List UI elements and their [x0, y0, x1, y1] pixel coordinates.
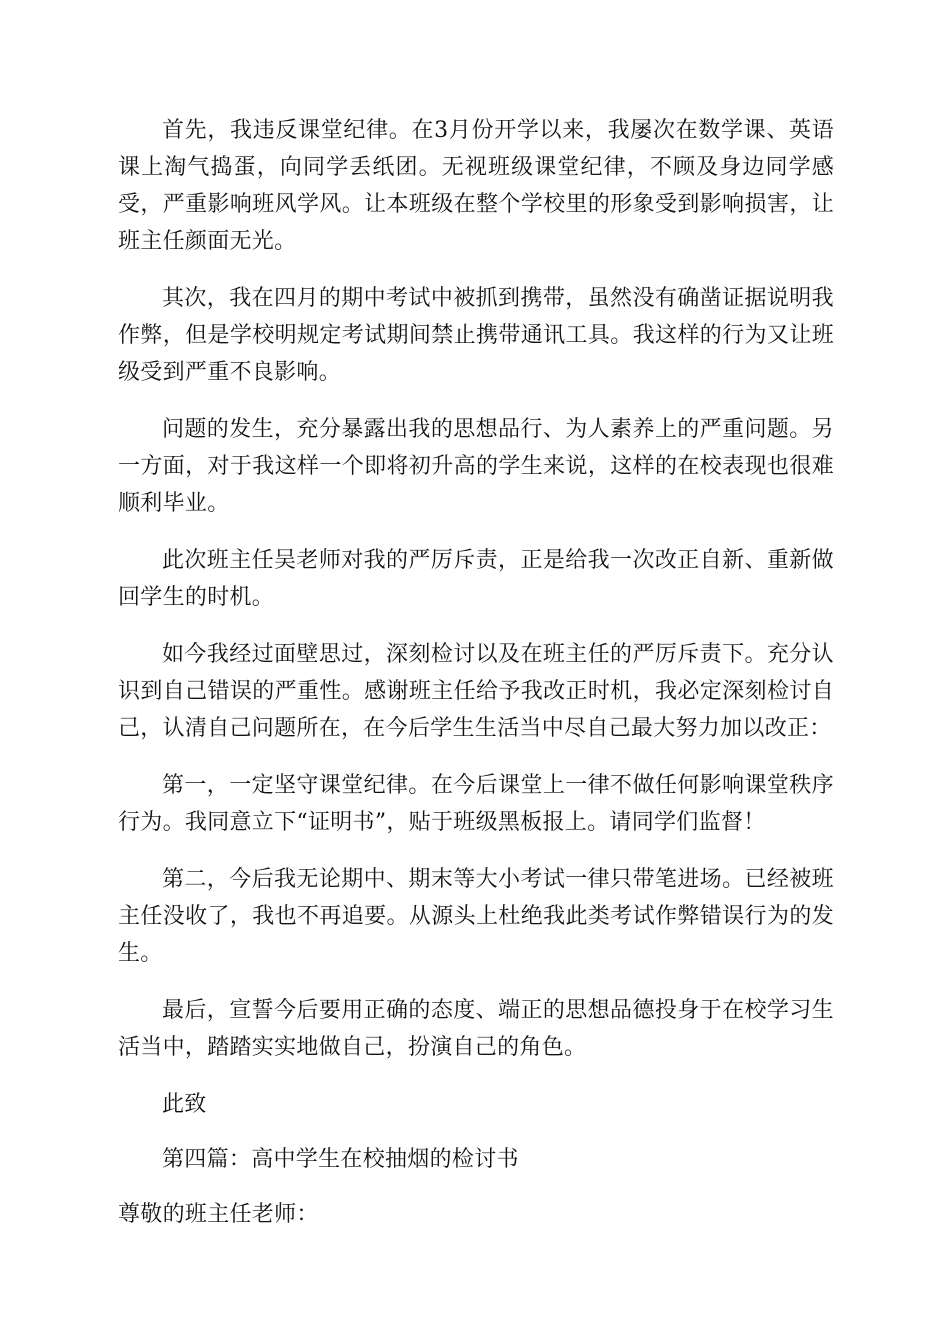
- paragraph-pledge-two: 第二，今后我无论期中、期末等大小考试一律只带笔进场。已经被班主任没收了，我也不再追要。从源头上杜绝我此类考试作弊错误行为的发生。: [118, 867, 834, 966]
- document-page: [118, 112, 834, 1233]
- paragraph-reflection: 如今我经过面壁思过，深刻检讨以及在班主任的严厉斥责下。充分认识到自己错误的严重性。感谢班主任给予我改正时机，我必定深刻检讨自己，认清自己问题所在，在今后学生生活当中尽自己最大努力加以改正：: [118, 642, 834, 741]
- paragraph-final-oath: 最后，宣誓今后要用正确的态度、端正的思想品德投身于在校学习生活当中，踏踏实实地做自己，扮演自己的角色。: [118, 998, 834, 1060]
- paragraph-problem: 问题的发生，充分暴露出我的思想品行、为人素养上的严重问题。另一方面，对于我这样一个即将初升高的学生来说，这样的在校表现也很难顺利毕业。: [118, 417, 834, 516]
- salutation-text: 尊敬的班主任老师：: [118, 1202, 319, 1227]
- section-title: 第四篇：高中学生在校抽烟的检讨书: [162, 1147, 519, 1172]
- paragraph-first-violation: 首先，我违反课堂纪律。在3月份开学以来，我屡次在数学课、英语课上淘气捣蛋，向同学丢纸团。无视班级课堂纪律，不顾及身边同学感受，严重影响班风学风。让本班级在整个学校里的形象受到影响损害，让班主任颜面无光。: [118, 118, 834, 254]
- closing-text: 此致: [162, 1092, 207, 1117]
- paragraph-second-exam: 其次，我在四月的期中考试中被抓到携带，虽然没有确凿证据说明我作弊，但是学校明规定考试期间禁止携带通讯工具。我这样的行为又让班级受到严重不良影响。: [118, 286, 834, 385]
- paragraph-teacher-rebuke: 此次班主任吴老师对我的严厉斥责，正是给我一次改正自新、重新做回学生的时机。: [118, 548, 834, 610]
- paragraph-pledge-one: 第一，一定坚守课堂纪律。在今后课堂上一律不做任何影响课堂秩序行为。我同意立下“证明书”，贴于班级黑板报上。请同学们监督！: [118, 773, 834, 835]
